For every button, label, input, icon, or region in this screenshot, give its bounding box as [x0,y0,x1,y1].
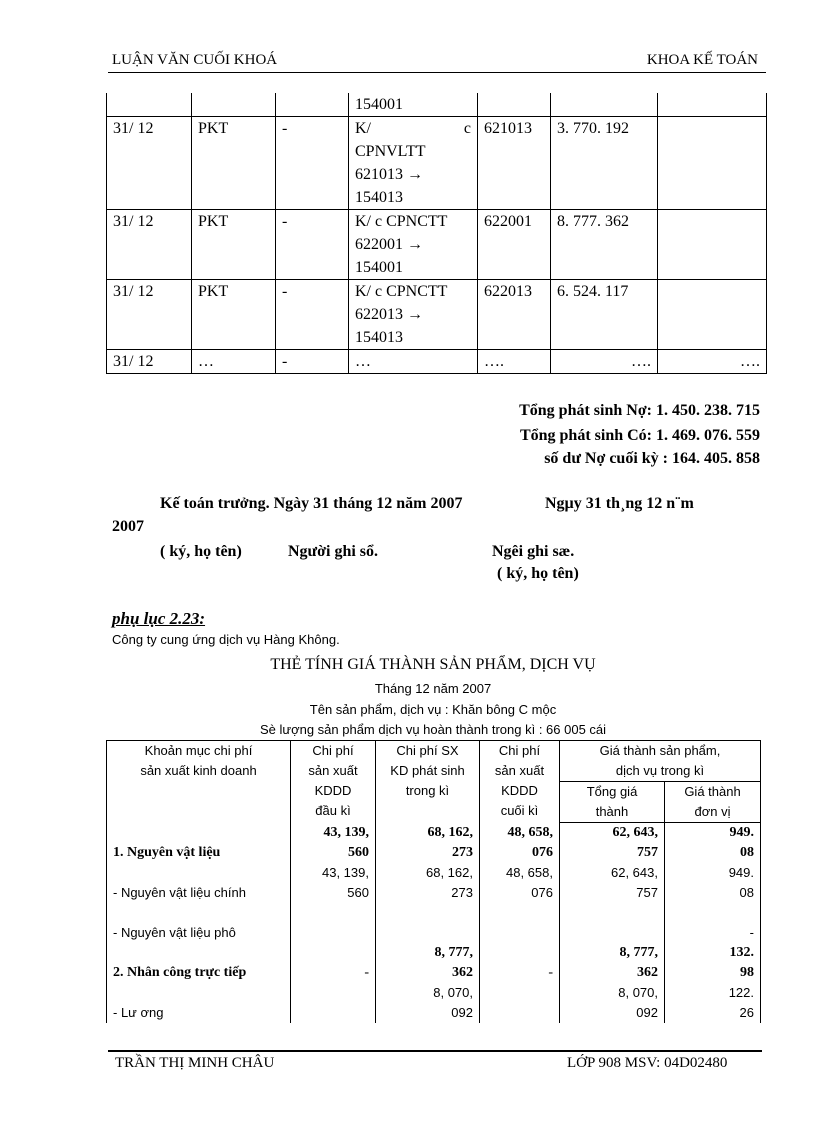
cell-unit: - [749,925,755,940]
cell-unit: 08 [740,845,755,860]
cell-unit: 949. [728,865,755,880]
header-unit: đơn vị [694,804,731,819]
ledger-amount: …. [551,350,658,374]
ledger-row [107,210,767,280]
cell-incurred: 273 [452,845,473,860]
total-debit: Tổng phát sinh Nợ: 1. 450. 238. 715 [519,402,760,419]
ledger-num: - [276,350,349,374]
ledger-acct: 621013 [478,117,551,210]
company-name: Công ty cung ứng dịch vụ Hàng Không. [112,632,340,647]
cell-total: 092 [636,1005,658,1020]
ledger-desc: K/ c CPNCTT [355,213,448,230]
appendix-title: phụ lục 2.23: [112,609,206,628]
cell-opening: - [364,965,369,980]
cell-total: 8, 777, [619,945,658,960]
ledger-desc: 154013 [355,189,403,206]
header-closing: Chi phí [498,743,541,758]
table-row [107,863,761,903]
ledger-date: 31/ 12 [107,117,192,210]
ledger-table [106,93,767,374]
ledger-desc: 622001 → [355,236,423,253]
ledger-desc-kc: K/ [355,120,371,137]
cell-incurred: 68, 162, [427,825,473,840]
ledger-acct: 622001 [478,210,551,280]
cell-unit: 122. [728,985,755,1000]
header-closing: sản xuất [494,763,545,778]
cell-incurred: 8, 070, [433,985,473,1000]
total-credit: Tổng phát sinh Có: 1. 469. 076. 559 [519,427,760,444]
header-incurred: trong kì [405,783,450,798]
ledger-row [107,280,767,350]
header-right: KHOA KẾ TOÁN [646,52,758,68]
ledger-desc: 154001 [355,96,403,113]
footer-right: LỚP 908 MSV: 04D02480 [567,1055,728,1071]
cell-total: 62, 643, [612,825,658,840]
ledger-amount: 6. 524. 117 [551,280,658,350]
ledger-row [107,93,767,117]
cell-unit: 132. [729,945,755,960]
cell-total: 757 [636,885,658,900]
cell-total: 757 [637,845,658,860]
ledger-row [107,350,767,374]
cell-incurred: 273 [451,885,473,900]
sign-year: 2007 [112,518,144,535]
header-cost: dịch vụ trong kì [615,763,705,778]
table-row [107,983,761,1023]
cell-unit: 98 [740,965,755,980]
cell-incurred: 092 [451,1005,473,1020]
ledger-desc: 622013 → [355,306,423,323]
sign-left: ( ký, họ tên) [160,543,242,560]
ledger-doc: PKT [192,117,276,210]
card-month: Tháng 12 năm 2007 [374,681,492,696]
ledger-date: 31/ 12 [107,280,192,350]
ledger-desc: K/ c CPNCTT [355,283,448,300]
cell-incurred: 8, 777, [434,945,473,960]
cell-incurred: 362 [452,965,473,980]
card-quantity: Sè lượng sản phẩm dịch vụ hoàn thành trong kì : 66 005 cái [259,722,607,737]
cell-closing: 48, 658, [506,865,553,880]
header-cost: Giá thành sản phẩm, [599,743,721,758]
ledger-acct: …. [478,350,551,374]
cell-closing: - [548,965,553,980]
cell-opening: 43, 139, [322,865,369,880]
cell-unit: 08 [739,885,755,900]
cell-total: 62, 643, [611,865,658,880]
row-label: - Nguyên vật liệu chính [107,863,291,903]
table-row [107,823,761,863]
table-row [107,943,761,983]
header-closing: KDDD [501,783,538,798]
header-incurred: KD phát sinh [390,763,465,778]
ledger-desc: 621013 → [355,166,423,183]
header-item: sản xuất kinh doanh [140,763,257,778]
ledger-extra: …. [658,350,767,374]
cell-closing: 076 [532,845,553,860]
ledger-doc: … [192,350,276,374]
ledger-num: - [276,210,349,280]
ledger-desc: … [349,350,478,374]
header-left: LUẬN VĂN CUỐI KHOÁ [112,52,278,68]
header-total: Tổng giá [586,784,638,799]
closing-balance: số dư Nợ cuối kỳ : 164. 405. 858 [544,450,760,467]
recorder-2: Ngêi ghi sæ. [492,543,575,560]
header-rule [108,72,766,73]
ledger-doc: PKT [192,280,276,350]
header-total: thành [595,804,629,819]
header-opening: đầu kì [315,803,351,818]
cell-closing: 076 [531,885,553,900]
cell-incurred: 68, 162, [426,865,473,880]
ledger-amount: 8. 777. 362 [551,210,658,280]
header-closing: cuối kì [500,803,539,818]
cell-unit: 26 [739,1005,755,1020]
ledger-desc: 154013 [355,329,403,346]
header-opening: KDDD [314,783,352,798]
cell-opening: 43, 139, [323,825,369,840]
header-opening: Chi phí [312,743,354,758]
ledger-num: - [276,280,349,350]
table-row [107,903,761,943]
footer-left: TRẦN THỊ MINH CHÂU [115,1055,275,1071]
cell-total: 8, 070, [618,985,658,1000]
header-opening: sản xuất [308,763,358,778]
ledger-desc: CPNVLTT [355,143,426,160]
ledger-desc: 154001 [355,259,403,276]
header-unit: Giá thành [684,784,741,799]
card-header-row [107,741,761,782]
sign-right: ( ký, họ tên) [497,565,579,582]
header-item: Khoản mục chi phí [144,743,253,758]
ledger-date: 31/ 12 [107,350,192,374]
card-product: Tên sản phẩm, dịch vụ : Khăn bông C mộc [309,702,557,717]
ledger-acct: 622013 [478,280,551,350]
row-label: - Nguyên vật liệu phô [107,903,291,943]
ledger-amount: 3. 770. 192 [551,117,658,210]
card-title: THẺ TÍNH GIÁ THÀNH SẢN PHẨM, DỊCH VỤ [270,656,596,673]
header-incurred: Chi phí SX [396,743,459,758]
sign-line-1: Kế toán trưởng. Ngày 31 tháng 12 năm 2007 [160,495,463,512]
cell-opening: 560 [347,885,369,900]
cell-closing: 48, 658, [507,825,553,840]
cell-unit: 949. [729,825,755,840]
ledger-desc-c: c [463,120,471,137]
ledger-num: - [276,117,349,210]
cost-card-table [106,740,761,1023]
recorder: Người ghi sổ. [288,543,379,560]
row-label: 2. Nhân công trực tiếp [107,943,291,983]
ledger-row [107,117,767,210]
row-label: - Lư ơng [107,983,291,1023]
row-label: 1. Nguyên vật liệu [107,823,291,863]
cell-opening: 560 [348,845,369,860]
ledger-doc: PKT [192,210,276,280]
ledger-date: 31/ 12 [107,210,192,280]
footer-rule [108,1050,762,1052]
sign-line-1-right: Ngµy 31 th¸ng 12 n¨m [545,495,694,512]
cell-total: 362 [637,965,658,980]
